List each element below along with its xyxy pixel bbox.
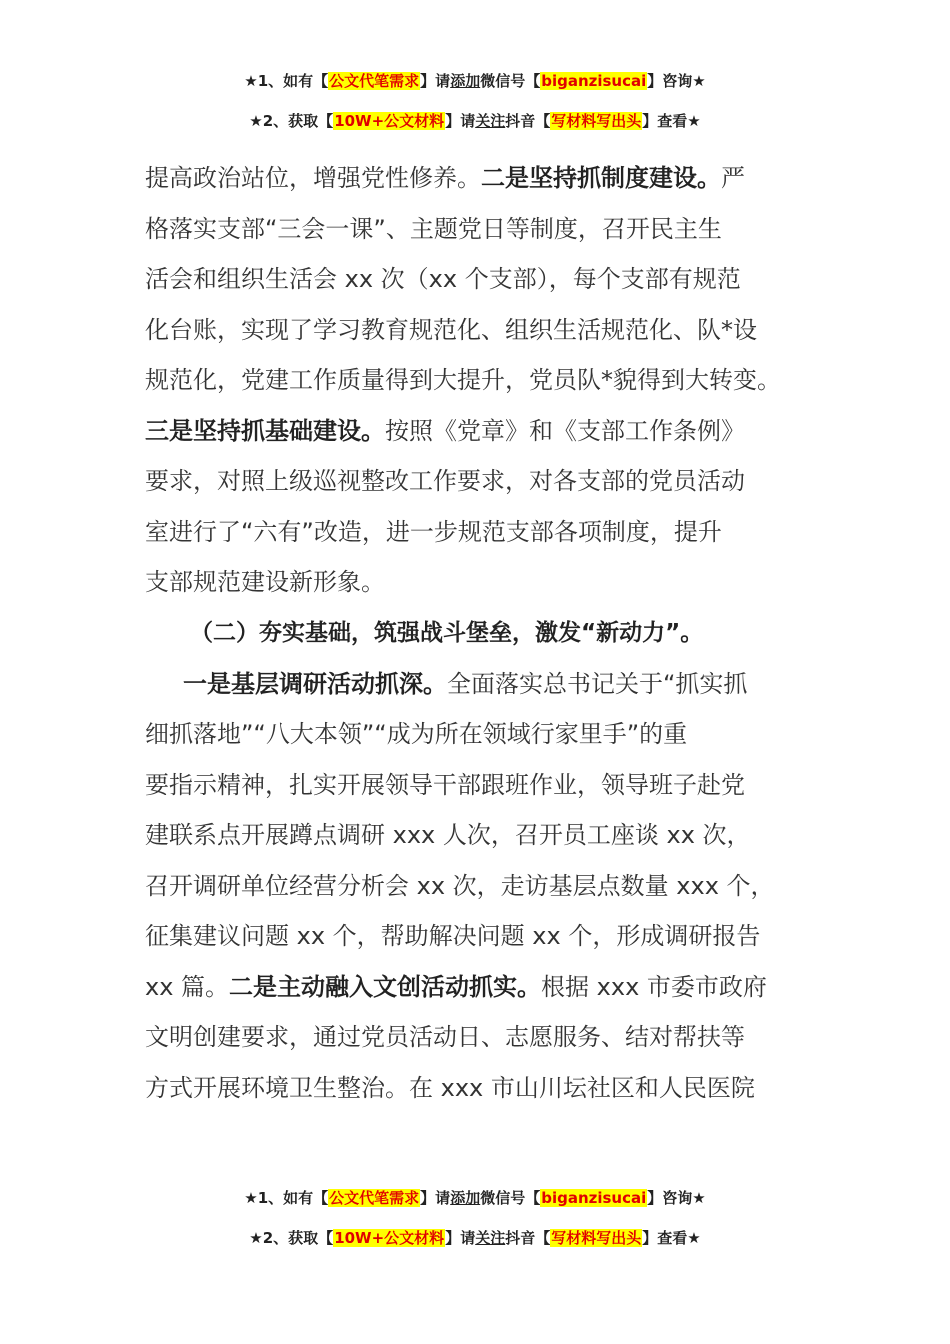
bold-text: 二是主动融入文创活动抓实。 xyxy=(229,973,542,1001)
highlight-text: 10W+公文材料 xyxy=(334,112,445,130)
underlined-text: 关注 xyxy=(475,1229,506,1247)
body-line xyxy=(145,967,767,1002)
banner-text: ★1、如有【 xyxy=(244,1189,329,1207)
banner-text: 】查看★ xyxy=(642,1229,701,1247)
body-line: 文明创建要求，通过党员活动日、志愿服务、结对帮扶等 xyxy=(145,1023,745,1051)
body-line: 规范化，党建工作质量得到大提升，党员队*貌得到大转变。 xyxy=(145,366,781,394)
underlined-text: 关注 xyxy=(475,112,506,130)
bottom-banner-line-1 xyxy=(0,1187,950,1208)
body-text: 根据 xxx 市委市政府 xyxy=(541,973,767,1001)
banner-text: 】请 xyxy=(420,72,451,90)
highlight-text: 10W+公文材料 xyxy=(334,1229,445,1247)
section-heading: （二）夯实基础，筑强战斗堡垒，激发“新动力”。 xyxy=(190,620,704,646)
body-line: 格落实支部“三会一课”、主题党日等制度，召开民主生 xyxy=(145,215,722,243)
body-text: xx 篇。 xyxy=(145,973,230,1001)
bold-text: 一是基层调研活动抓深。 xyxy=(183,670,447,698)
body-text: 提高政治站位，增强党性修养。 xyxy=(145,164,481,192)
body-line xyxy=(145,158,745,193)
banner-text: 微信号【 xyxy=(480,72,541,90)
banner-text: ★1、如有【 xyxy=(244,72,329,90)
body-line xyxy=(145,411,745,446)
banner-text: 】咨询★ xyxy=(647,72,706,90)
body-line: 方式开展环境卫生整治。在 xxx 市山川坛社区和人民医院 xyxy=(145,1074,755,1102)
body-line: 召开调研单位经营分析会 xx 次，走访基层点数量 xxx 个， xyxy=(145,872,775,900)
body-line: 化台账，实现了学习教育规范化、组织生活规范化、队*设 xyxy=(145,316,757,344)
bold-text: 二是坚持抓制度建设。 xyxy=(481,164,721,192)
banner-text: 】咨询★ xyxy=(647,1189,706,1207)
top-banner-line-2 xyxy=(0,110,950,131)
banner-text: ★2、获取【 xyxy=(249,1229,334,1247)
highlight-text: 写材料写出头 xyxy=(551,112,642,130)
body-line: 支部规范建设新形象。 xyxy=(145,568,385,596)
underlined-text: 添加 xyxy=(450,72,481,90)
banner-text: 微信号【 xyxy=(480,1189,541,1207)
banner-text: 抖音【 xyxy=(505,1229,551,1247)
highlight-text: 公文代笔需求 xyxy=(329,1189,420,1207)
banner-text: 】请 xyxy=(420,1189,451,1207)
banner-text: 】查看★ xyxy=(642,112,701,130)
body-line: 要指示精神，扎实开展领导干部跟班作业，领导班子赴党 xyxy=(145,771,745,799)
highlight-text: 写材料写出头 xyxy=(551,1229,642,1247)
highlight-text: 公文代笔需求 xyxy=(329,72,420,90)
body-line: 征集建议问题 xx 个，帮助解决问题 xx 个，形成调研报告 xyxy=(145,922,761,950)
highlight-text: biganzisucai xyxy=(541,72,647,90)
underlined-text: 添加 xyxy=(450,1189,481,1207)
body-line: 细抓落地”“八大本领”“成为所在领域行家里手”的重 xyxy=(145,720,688,748)
body-line: 活会和组织生活会 xx 次（xx 个支部），每个支部有规范 xyxy=(145,265,741,293)
highlight-text: biganzisucai xyxy=(541,1189,647,1207)
body-line: 建联系点开展蹲点调研 xxx 人次，召开员工座谈 xx 次， xyxy=(145,821,751,849)
banner-text: 】请 xyxy=(445,112,476,130)
body-text: 全面落实总书记关于“抓实抓 xyxy=(447,670,748,698)
body-line: 室进行了“六有”改造，进一步规范支部各项制度，提升 xyxy=(145,518,722,546)
bottom-banner-line-2 xyxy=(0,1227,950,1248)
banner-text: 抖音【 xyxy=(505,112,551,130)
body-text: 严 xyxy=(721,164,745,192)
banner-text: 】请 xyxy=(445,1229,476,1247)
bold-text: 三是坚持抓基础建设。 xyxy=(145,417,385,445)
body-text: 按照《党章》和《支部工作条例》 xyxy=(385,417,745,445)
body-line: 要求，对照上级巡视整改工作要求，对各支部的党员活动 xyxy=(145,467,745,495)
top-banner-line-1 xyxy=(0,70,950,91)
banner-text: ★2、获取【 xyxy=(249,112,334,130)
body-line xyxy=(183,664,747,699)
